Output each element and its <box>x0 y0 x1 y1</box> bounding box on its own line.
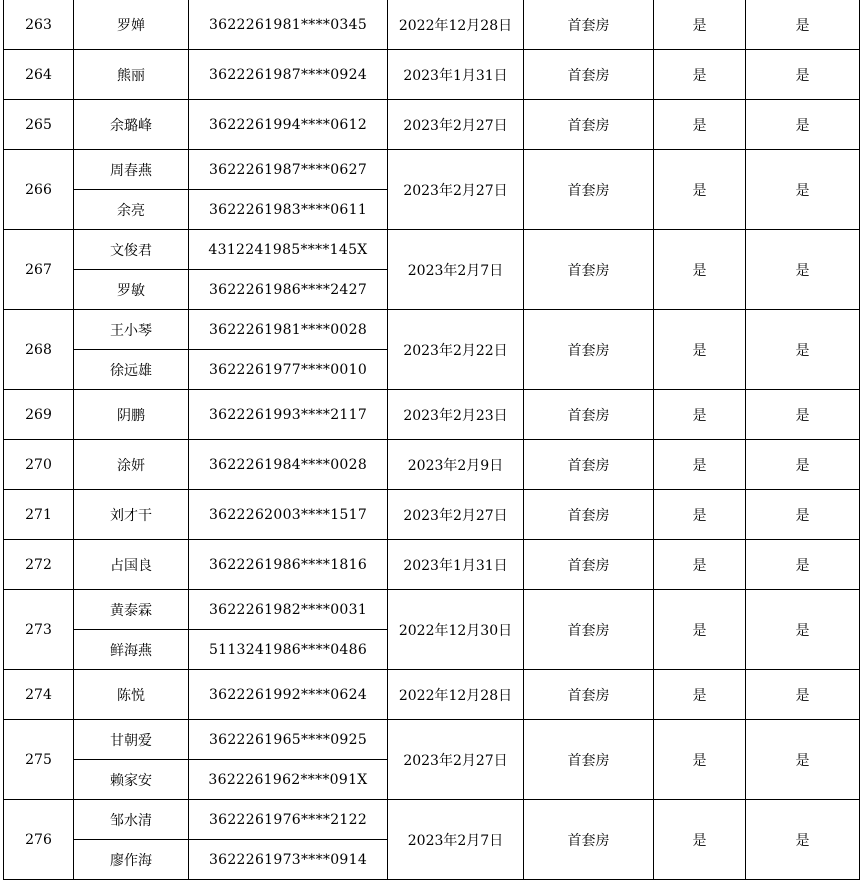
id-number: 3622261976****2122 <box>189 800 388 840</box>
house-type: 首套房 <box>524 150 654 230</box>
applicant-name: 王小琴 <box>74 310 189 350</box>
row-number: 269 <box>4 390 74 440</box>
table-row <box>4 440 860 490</box>
check-1: 是 <box>654 390 746 440</box>
row-number: 267 <box>4 230 74 310</box>
applicant-name: 熊丽 <box>74 50 189 100</box>
applicant-name: 徐远雄 <box>74 350 189 390</box>
row-number: 265 <box>4 100 74 150</box>
id-number: 3622261984****0028 <box>189 440 388 490</box>
house-type: 首套房 <box>524 100 654 150</box>
check-1: 是 <box>654 100 746 150</box>
record-date: 2022年12月30日 <box>388 590 524 670</box>
check-2: 是 <box>746 590 860 670</box>
applicant-name: 余璐峰 <box>74 100 189 150</box>
table-row <box>4 590 860 630</box>
applicant-name: 邹水清 <box>74 800 189 840</box>
house-type: 首套房 <box>524 670 654 720</box>
check-1: 是 <box>654 0 746 50</box>
applicant-name: 黄泰霖 <box>74 590 189 630</box>
id-number: 3622261994****0612 <box>189 100 388 150</box>
applicant-name: 廖作海 <box>74 840 189 880</box>
check-2: 是 <box>746 150 860 230</box>
row-number: 264 <box>4 50 74 100</box>
check-2: 是 <box>746 540 860 590</box>
check-2: 是 <box>746 100 860 150</box>
id-number: 3622261981****0028 <box>189 310 388 350</box>
check-2: 是 <box>746 390 860 440</box>
record-date: 2023年2月27日 <box>388 490 524 540</box>
record-date: 2023年2月27日 <box>388 150 524 230</box>
applicant-name: 阴鹏 <box>74 390 189 440</box>
check-1: 是 <box>654 590 746 670</box>
check-2: 是 <box>746 490 860 540</box>
row-number: 266 <box>4 150 74 230</box>
applicant-name: 周春燕 <box>74 150 189 190</box>
id-number: 3622261973****0914 <box>189 840 388 880</box>
applicant-name: 罗婵 <box>74 0 189 50</box>
house-type: 首套房 <box>524 390 654 440</box>
row-number: 272 <box>4 540 74 590</box>
applicant-name: 罗敏 <box>74 270 189 310</box>
check-2: 是 <box>746 50 860 100</box>
check-2: 是 <box>746 0 860 50</box>
row-number: 271 <box>4 490 74 540</box>
check-2: 是 <box>746 440 860 490</box>
table-row <box>4 0 860 50</box>
check-2: 是 <box>746 670 860 720</box>
house-type: 首套房 <box>524 440 654 490</box>
table-row <box>4 100 860 150</box>
house-type: 首套房 <box>524 720 654 800</box>
id-number: 3622261986****1816 <box>189 540 388 590</box>
applicant-name: 陈悦 <box>74 670 189 720</box>
applicant-name: 占国良 <box>74 540 189 590</box>
applicant-name: 赖家安 <box>74 760 189 800</box>
check-1: 是 <box>654 800 746 880</box>
applicant-name: 鲜海燕 <box>74 630 189 670</box>
applicant-name: 甘朝爱 <box>74 720 189 760</box>
id-number: 3622261987****0924 <box>189 50 388 100</box>
house-type: 首套房 <box>524 800 654 880</box>
record-date: 2023年2月27日 <box>388 100 524 150</box>
id-number: 3622261993****2117 <box>189 390 388 440</box>
id-number: 3622261982****0031 <box>189 590 388 630</box>
row-number: 268 <box>4 310 74 390</box>
check-1: 是 <box>654 720 746 800</box>
check-1: 是 <box>654 150 746 230</box>
house-type: 首套房 <box>524 490 654 540</box>
house-type: 首套房 <box>524 0 654 50</box>
record-date: 2023年1月31日 <box>388 540 524 590</box>
house-type: 首套房 <box>524 590 654 670</box>
check-1: 是 <box>654 230 746 310</box>
row-number: 275 <box>4 720 74 800</box>
check-2: 是 <box>746 720 860 800</box>
applicant-table <box>3 0 860 880</box>
record-date: 2023年2月9日 <box>388 440 524 490</box>
table-row <box>4 150 860 190</box>
table-row <box>4 490 860 540</box>
table-row <box>4 230 860 270</box>
row-number: 263 <box>4 0 74 50</box>
check-2: 是 <box>746 310 860 390</box>
table-row <box>4 540 860 590</box>
id-number: 4312241985****145X <box>189 230 388 270</box>
table-body <box>4 0 860 880</box>
record-date: 2023年2月23日 <box>388 390 524 440</box>
check-1: 是 <box>654 540 746 590</box>
applicant-name: 涂妍 <box>74 440 189 490</box>
id-number: 3622261962****091X <box>189 760 388 800</box>
record-date: 2023年2月27日 <box>388 720 524 800</box>
row-number: 274 <box>4 670 74 720</box>
applicant-name: 文俊君 <box>74 230 189 270</box>
row-number: 273 <box>4 590 74 670</box>
house-type: 首套房 <box>524 540 654 590</box>
applicant-name: 刘才干 <box>74 490 189 540</box>
table-row <box>4 50 860 100</box>
table-row <box>4 390 860 440</box>
id-number: 3622261992****0624 <box>189 670 388 720</box>
house-type: 首套房 <box>524 310 654 390</box>
record-date: 2022年12月28日 <box>388 670 524 720</box>
check-1: 是 <box>654 670 746 720</box>
check-2: 是 <box>746 800 860 880</box>
house-type: 首套房 <box>524 230 654 310</box>
record-date: 2023年2月7日 <box>388 230 524 310</box>
id-number: 3622261986****2427 <box>189 270 388 310</box>
check-1: 是 <box>654 490 746 540</box>
applicant-name: 余亮 <box>74 190 189 230</box>
check-2: 是 <box>746 230 860 310</box>
row-number: 276 <box>4 800 74 880</box>
record-date: 2023年2月22日 <box>388 310 524 390</box>
id-number: 3622261987****0627 <box>189 150 388 190</box>
id-number: 5113241986****0486 <box>189 630 388 670</box>
row-number: 270 <box>4 440 74 490</box>
id-number: 3622261983****0611 <box>189 190 388 230</box>
id-number: 3622261981****0345 <box>189 0 388 50</box>
record-date: 2023年2月7日 <box>388 800 524 880</box>
table-row <box>4 670 860 720</box>
id-number: 3622261965****0925 <box>189 720 388 760</box>
table-row <box>4 800 860 840</box>
table-row <box>4 310 860 350</box>
id-number: 3622261977****0010 <box>189 350 388 390</box>
house-type: 首套房 <box>524 50 654 100</box>
id-number: 3622262003****1517 <box>189 490 388 540</box>
check-1: 是 <box>654 50 746 100</box>
record-date: 2023年1月31日 <box>388 50 524 100</box>
table-row <box>4 720 860 760</box>
check-1: 是 <box>654 440 746 490</box>
check-1: 是 <box>654 310 746 390</box>
record-date: 2022年12月28日 <box>388 0 524 50</box>
